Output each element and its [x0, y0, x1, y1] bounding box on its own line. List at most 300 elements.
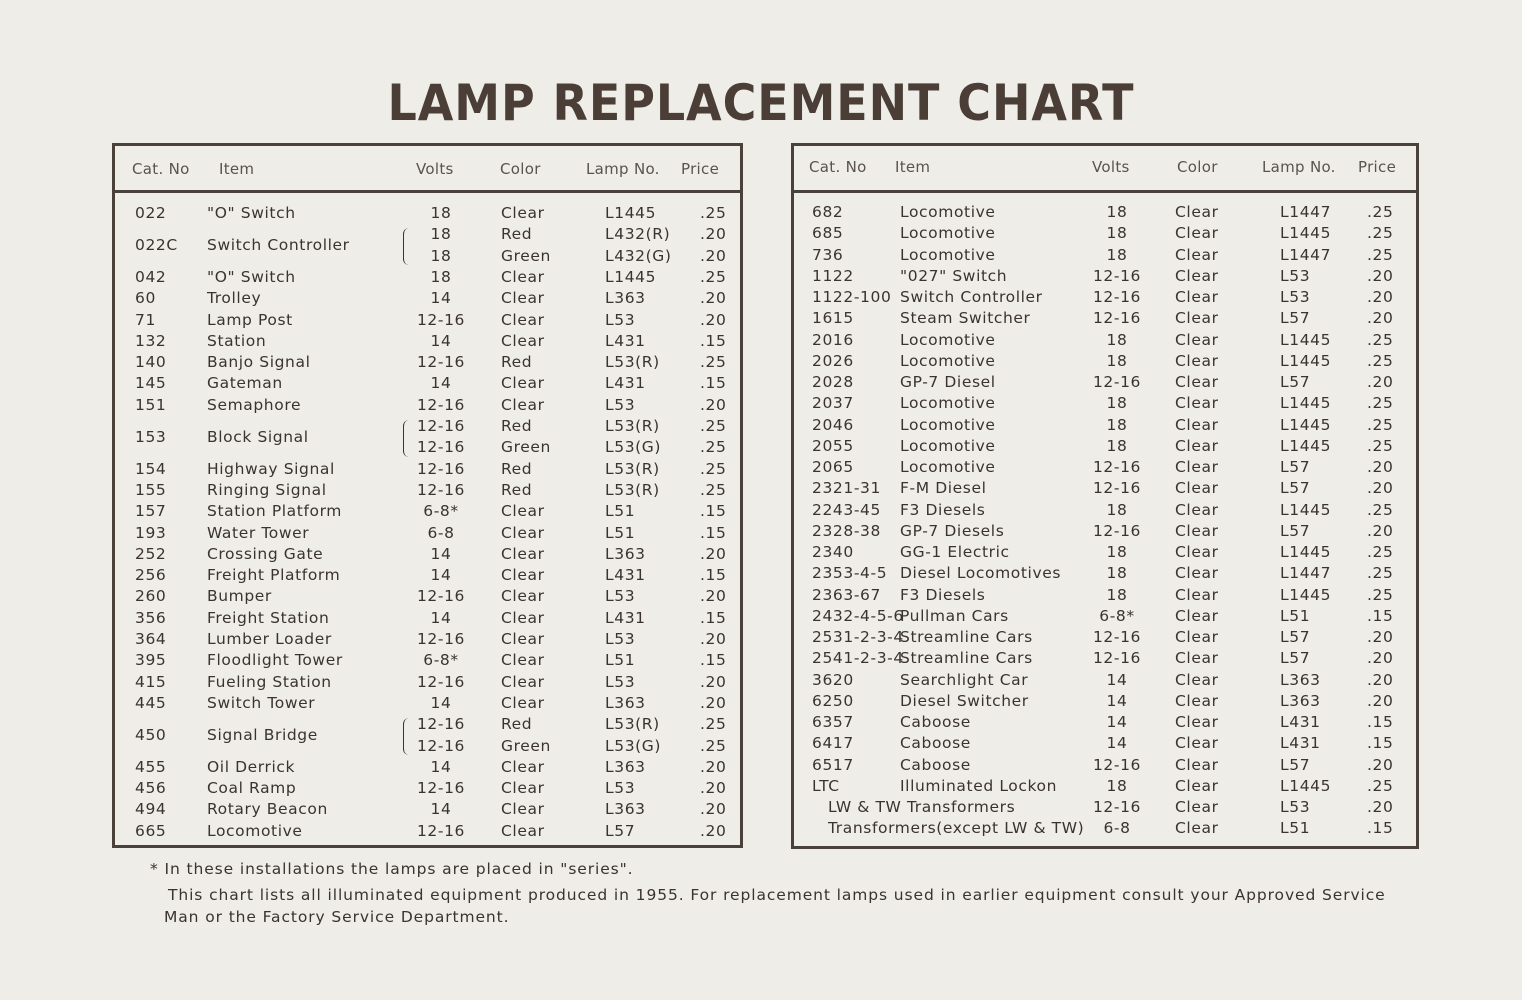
item-cell: "027" Switch [900, 266, 1008, 285]
item-cell: Ringing Signal [207, 480, 327, 499]
color-cell: Clear [501, 523, 545, 542]
color-cell: Clear [1175, 479, 1219, 498]
price-cell: .20 [700, 587, 727, 606]
color-cell: Clear [1175, 543, 1219, 561]
volts-cell: 18 [1106, 224, 1128, 243]
volts-cell: 12-16 [1092, 521, 1142, 540]
color-cell: Clear [1175, 819, 1219, 838]
volts-cell: 12-16 [416, 736, 466, 755]
left-table [112, 143, 743, 848]
cat-no-cell: 2243-45 [812, 500, 881, 519]
volts-cell: 14 [430, 544, 452, 563]
lamp-no-cell: L363 [1280, 691, 1321, 710]
cat-no-cell: 356 [135, 608, 167, 627]
color-cell: Clear [501, 502, 545, 521]
color-cell: Clear [1175, 394, 1219, 413]
cat-no-cell: 2328-38 [812, 521, 881, 540]
chart-note-continued: Man or the Factory Service Department. [164, 908, 510, 926]
item-cell: Oil Derrick [207, 757, 296, 776]
volts-cell: 12-16 [416, 672, 466, 691]
lamp-no-cell: L1445 [1280, 436, 1332, 455]
price-cell: .15 [1367, 606, 1394, 625]
color-cell: Clear [1175, 351, 1219, 370]
volts-cell: 12-16 [1092, 798, 1142, 816]
cat-no-cell: 736 [812, 245, 844, 264]
cat-no-cell: 6417 [812, 734, 854, 753]
price-cell: .20 [700, 693, 727, 712]
lamp-no-cell: L51 [1280, 819, 1311, 838]
lamp-no-cell: L363 [605, 289, 646, 308]
price-cell: .25 [700, 480, 727, 499]
price-cell: .20 [700, 821, 727, 840]
color-cell: Green [501, 736, 551, 755]
volts-cell: 14 [430, 608, 452, 627]
price-cell: .25 [1367, 351, 1394, 370]
lamp-no-cell: L53 [605, 779, 636, 798]
item-cell: Rotary Beacon [207, 800, 328, 819]
header-lamp-no: Lamp No. [586, 160, 660, 178]
color-cell: Clear [1175, 373, 1219, 391]
price-cell: .25 [1367, 564, 1394, 583]
cat-no-cell: 1615 [812, 309, 854, 328]
lamp-no-cell: L1447 [1280, 203, 1332, 221]
item-cell: Switch Tower [207, 693, 316, 712]
header-item: Item [895, 158, 931, 176]
volts-cell: 12-16 [1092, 309, 1142, 328]
volts-cell: 14 [430, 331, 452, 350]
header-item: Item [219, 160, 255, 178]
item-cell: Searchlight Car [900, 670, 1029, 689]
volts-cell: 12-16 [1092, 755, 1142, 774]
volts-cell: 6-8 [427, 523, 455, 542]
color-cell: Clear [1175, 564, 1219, 583]
lamp-no-cell: L1445 [1280, 330, 1332, 349]
color-cell: Clear [1175, 330, 1219, 349]
lamp-no-cell: L1447 [1280, 245, 1332, 264]
color-cell: Clear [1175, 500, 1219, 519]
item-cell: Locomotive [900, 330, 996, 349]
item-cell: Locomotive [900, 351, 996, 370]
volts-cell: 12-16 [416, 587, 466, 606]
color-cell: Clear [501, 630, 545, 648]
price-cell: .15 [1367, 734, 1394, 753]
header-price: Price [1358, 158, 1397, 176]
header-color: Color [1177, 158, 1218, 176]
header-color: Color [500, 160, 541, 178]
item-cell: Illuminated Lockon [900, 776, 1058, 795]
item-cell: Caboose [900, 713, 971, 731]
color-cell: Clear [1175, 734, 1219, 753]
lamp-no-cell: L1445 [1280, 224, 1332, 243]
cat-no-cell: 364 [135, 630, 167, 648]
price-cell: .20 [700, 800, 727, 819]
cat-no-cell: 155 [135, 480, 167, 499]
lamp-no-cell: L363 [1280, 670, 1321, 689]
lamp-no-cell: L431 [605, 331, 646, 350]
cat-no-cell: 2016 [812, 330, 854, 349]
price-cell: .20 [1367, 691, 1394, 710]
lamp-no-cell: L51 [605, 523, 636, 542]
color-cell: Red [501, 715, 533, 734]
header-rule [794, 190, 1416, 193]
cat-no-cell: 6250 [812, 691, 854, 710]
price-cell: .20 [700, 779, 727, 798]
header-cat-no: Cat. No [132, 160, 190, 178]
volts-cell: 18 [1106, 500, 1128, 519]
volts-cell: 18 [1106, 351, 1128, 370]
volts-cell: 18 [430, 225, 452, 244]
cat-no-cell: 154 [135, 459, 167, 478]
cat-no-cell: 6517 [812, 755, 854, 774]
item-cell: Gateman [207, 374, 283, 393]
price-cell: .20 [700, 289, 727, 308]
item-cell: Locomotive [900, 245, 996, 264]
color-cell: Red [501, 417, 533, 435]
group-brace [403, 718, 412, 755]
color-cell: Clear [1175, 606, 1219, 625]
lamp-no-cell: L57 [1280, 309, 1311, 328]
cat-no-cell: 2055 [812, 436, 854, 455]
price-cell: .20 [1367, 458, 1394, 476]
price-cell: .20 [1367, 798, 1394, 816]
cat-no-cell: 145 [135, 374, 167, 393]
color-cell: Clear [1175, 798, 1219, 816]
lamp-no-cell: L363 [605, 757, 646, 776]
lamp-no-cell: L431 [605, 566, 646, 585]
color-cell: Clear [1175, 691, 1219, 710]
cat-no-cell: 2028 [812, 373, 854, 391]
cat-no-cell: 455 [135, 757, 167, 776]
cat-no-cell: 2065 [812, 458, 854, 476]
price-cell: .15 [700, 566, 727, 585]
volts-cell: 14 [1106, 670, 1128, 689]
lamp-no-cell: L1445 [1280, 394, 1332, 413]
color-cell: Clear [501, 289, 545, 308]
lamp-no-cell: L363 [605, 693, 646, 712]
item-cell: Water Tower [207, 523, 310, 542]
item-cell: Fueling Station [207, 672, 332, 691]
price-cell: .25 [700, 267, 727, 286]
volts-cell: 18 [1106, 436, 1128, 455]
price-cell: .25 [1367, 776, 1394, 795]
cat-no-cell: 2037 [812, 394, 854, 413]
cat-no-cell: 2541-2-3-4 [812, 649, 904, 668]
item-cell: F-M Diesel [900, 479, 987, 498]
price-cell: .25 [1367, 415, 1394, 434]
color-cell: Clear [501, 331, 545, 350]
lamp-no-cell: L53(R) [605, 715, 660, 734]
color-cell: Clear [1175, 245, 1219, 264]
volts-cell: 6-8* [423, 651, 459, 670]
color-cell: Clear [1175, 521, 1219, 540]
price-cell: .25 [1367, 436, 1394, 455]
cat-no-cell: 2363-67 [812, 585, 881, 604]
color-cell: Clear [1175, 309, 1219, 328]
color-cell: Clear [1175, 203, 1219, 221]
volts-cell: 18 [1106, 245, 1128, 264]
item-cell: Highway Signal [207, 459, 335, 478]
volts-cell: 6-8* [1099, 606, 1135, 625]
lamp-no-cell: L1445 [1280, 543, 1332, 561]
color-cell: Red [501, 459, 533, 478]
item-cell: Coal Ramp [207, 779, 297, 798]
volts-cell: 14 [430, 757, 452, 776]
cat-no-cell: 2340 [812, 543, 854, 561]
lamp-no-cell: L431 [1280, 734, 1321, 753]
lamp-no-cell: L1445 [605, 267, 657, 286]
volts-cell: 12-16 [416, 438, 466, 457]
volts-cell: 12-16 [416, 395, 466, 414]
color-cell: Clear [1175, 458, 1219, 476]
item-cell: Switch Controller [207, 235, 350, 254]
price-cell: .20 [1367, 521, 1394, 540]
cat-no-cell: LTC [812, 776, 840, 795]
lamp-no-cell: L432(R) [605, 225, 671, 244]
item-cell: Locomotive [900, 458, 996, 476]
lamp-no-cell: L1445 [1280, 776, 1332, 795]
cat-no-cell: 450 [135, 725, 167, 744]
volts-cell: 18 [1106, 203, 1128, 221]
item-cell: Semaphore [207, 395, 302, 414]
price-cell: .20 [700, 672, 727, 691]
item-cell: Pullman Cars [900, 606, 1009, 625]
item-cell: Freight Platform [207, 566, 341, 585]
item-cell: Locomotive [900, 203, 996, 221]
volts-cell: 18 [1106, 543, 1128, 561]
volts-cell: 12-16 [416, 715, 466, 734]
item-cell: Locomotive [900, 224, 996, 243]
volts-cell: 12-16 [416, 779, 466, 798]
price-cell: .25 [1367, 394, 1394, 413]
item-cell: Locomotive [900, 436, 996, 455]
volts-cell: 12-16 [416, 417, 466, 435]
volts-cell: 12-16 [416, 310, 466, 329]
lamp-no-cell: L53(R) [605, 417, 660, 435]
color-cell: Clear [501, 608, 545, 627]
item-cell: F3 Diesels [900, 500, 986, 519]
color-cell: Clear [501, 821, 545, 840]
price-cell: .20 [1367, 309, 1394, 328]
cat-no-cell: 445 [135, 693, 167, 712]
color-cell: Clear [1175, 415, 1219, 434]
group-brace [403, 228, 412, 265]
item-cell: Banjo Signal [207, 353, 311, 372]
cat-no-cell: 2531-2-3-4 [812, 628, 904, 646]
volts-cell: 12-16 [1092, 458, 1142, 476]
header-volts: Volts [1092, 158, 1130, 176]
cat-no-cell: 685 [812, 224, 844, 243]
lamp-no-cell: L53(R) [605, 353, 660, 372]
color-cell: Clear [1175, 436, 1219, 455]
cat-no-cell: 153 [135, 427, 167, 446]
price-cell: .20 [1367, 479, 1394, 498]
item-cell: Locomotive [900, 415, 996, 434]
color-cell: Clear [501, 544, 545, 563]
volts-cell: 18 [430, 204, 452, 222]
color-cell: Clear [501, 693, 545, 712]
cat-no-cell: 132 [135, 331, 167, 350]
color-cell: Green [501, 246, 551, 265]
header-lamp-no: Lamp No. [1262, 158, 1336, 176]
lamp-no-cell: L431 [1280, 713, 1321, 731]
color-cell: Clear [501, 310, 545, 329]
price-cell: .15 [700, 502, 727, 521]
header-volts: Volts [416, 160, 454, 178]
item-cell: GP-7 Diesel [900, 373, 996, 391]
lamp-no-cell: L57 [1280, 479, 1311, 498]
cat-no-cell: 3620 [812, 670, 854, 689]
price-cell: .25 [1367, 585, 1394, 604]
price-cell: .20 [700, 246, 727, 265]
lamp-no-cell: L431 [605, 374, 646, 393]
item-cell: Steam Switcher [900, 309, 1031, 328]
price-cell: .25 [700, 204, 727, 222]
color-cell: Clear [1175, 224, 1219, 243]
price-cell: .20 [1367, 670, 1394, 689]
lamp-no-cell: L53 [605, 672, 636, 691]
cat-no-cell: 2026 [812, 351, 854, 370]
lamp-no-cell: L51 [605, 502, 636, 521]
cat-no-cell: 2353-4-5 [812, 564, 888, 583]
lamp-no-cell: L1445 [1280, 351, 1332, 370]
volts-cell: 14 [430, 693, 452, 712]
item-cell: Trolley [207, 289, 262, 308]
price-cell: .25 [700, 417, 727, 435]
price-cell: .25 [1367, 203, 1394, 221]
color-cell: Clear [1175, 776, 1219, 795]
price-cell: .20 [1367, 628, 1394, 646]
color-cell: Clear [1175, 266, 1219, 285]
cat-no-cell: 151 [135, 395, 167, 414]
item-cell: Signal Bridge [207, 725, 318, 744]
price-cell: .20 [700, 757, 727, 776]
color-cell: Clear [501, 651, 545, 670]
price-cell: .15 [1367, 713, 1394, 731]
cat-no-cell: 415 [135, 672, 167, 691]
price-cell: .25 [1367, 330, 1394, 349]
color-cell: Clear [501, 395, 545, 414]
price-cell: .25 [700, 353, 727, 372]
volts-cell: 18 [430, 267, 452, 286]
color-cell: Green [501, 438, 551, 457]
color-cell: Clear [501, 374, 545, 393]
item-cell: Streamline Cars [900, 649, 1033, 668]
volts-cell: 12-16 [1092, 649, 1142, 668]
volts-cell: 6-8 [1103, 819, 1131, 838]
lamp-no-cell: L432(G) [605, 246, 672, 265]
series-footnote: * In these installations the lamps are placed in "series". [150, 860, 634, 878]
item-cell: Freight Station [207, 608, 330, 627]
lamp-no-cell: L53 [1280, 266, 1311, 285]
lamp-no-cell: L57 [1280, 649, 1311, 668]
price-cell: .25 [700, 736, 727, 755]
color-cell: Clear [1175, 713, 1219, 731]
group-brace [403, 420, 412, 457]
volts-cell: 14 [1106, 734, 1128, 753]
color-cell: Clear [1175, 628, 1219, 646]
cat-no-cell: 022 [135, 204, 167, 222]
lamp-no-cell: L57 [1280, 458, 1311, 476]
cat-no-cell: 6357 [812, 713, 854, 731]
price-cell: .20 [1367, 755, 1394, 774]
volts-cell: 12-16 [1092, 479, 1142, 498]
lamp-no-cell: L363 [605, 544, 646, 563]
cat-no-cell: 157 [135, 502, 167, 521]
color-cell: Red [501, 353, 533, 372]
volts-cell: 18 [1106, 415, 1128, 434]
color-cell: Clear [501, 779, 545, 798]
lamp-no-cell: L1445 [1280, 415, 1332, 434]
lamp-no-cell: L363 [605, 800, 646, 819]
volts-cell: 12-16 [416, 459, 466, 478]
color-cell: Clear [501, 587, 545, 606]
volts-cell: 12-16 [416, 821, 466, 840]
volts-cell: 18 [1106, 394, 1128, 413]
price-cell: .15 [700, 523, 727, 542]
price-cell: .20 [1367, 649, 1394, 668]
lamp-no-cell: L1445 [1280, 500, 1332, 519]
cat-no-cell: 1122 [812, 266, 854, 285]
header-cat-no: Cat. No [809, 158, 867, 176]
price-cell: .20 [700, 395, 727, 414]
volts-cell: 12-16 [1092, 373, 1142, 391]
item-cell: Floodlight Tower [207, 651, 343, 670]
volts-cell: 14 [1106, 691, 1128, 710]
cat-no-cell: 260 [135, 587, 167, 606]
price-cell: .15 [700, 331, 727, 350]
cat-no-cell: 1122-100 [812, 288, 892, 306]
color-cell: Clear [1175, 755, 1219, 774]
volts-cell: 14 [1106, 713, 1128, 731]
volts-cell: 14 [430, 374, 452, 393]
lamp-no-cell: L53 [605, 630, 636, 648]
lamp-no-cell: L51 [605, 651, 636, 670]
lamp-no-cell: L53 [1280, 798, 1311, 816]
volts-cell: 18 [1106, 585, 1128, 604]
lamp-no-cell: L53 [605, 395, 636, 414]
item-cell: GP-7 Diesels [900, 521, 1005, 540]
price-cell: .15 [1367, 819, 1394, 838]
color-cell: Clear [501, 800, 545, 819]
item-cell: Diesel Locomotives [900, 564, 1062, 583]
cat-no-cell: 140 [135, 353, 167, 372]
cat-no-cell: 042 [135, 267, 167, 286]
volts-cell: 14 [430, 566, 452, 585]
cat-no-cell: 193 [135, 523, 167, 542]
cat-no-cell: 252 [135, 544, 167, 563]
price-cell: .25 [700, 459, 727, 478]
price-cell: .20 [700, 544, 727, 563]
right-table [791, 143, 1419, 849]
color-cell: Clear [501, 672, 545, 691]
item-cell: F3 Diesels [900, 585, 986, 604]
volts-cell: 6-8* [423, 502, 459, 521]
item-cell: Switch Controller [900, 288, 1043, 306]
item-cell: Locomotive [207, 821, 303, 840]
item-cell: Lumber Loader [207, 630, 332, 648]
item-cell: Block Signal [207, 427, 309, 446]
price-cell: .25 [1367, 224, 1394, 243]
item-cell: Diesel Switcher [900, 691, 1029, 710]
item-cell: Station [207, 331, 267, 350]
item-cell: "O" Switch [207, 204, 296, 222]
volts-cell: 18 [1106, 330, 1128, 349]
item-cell: Streamline Cars [900, 628, 1033, 646]
lamp-no-cell: L53(G) [605, 736, 662, 755]
lamp-no-cell: L1445 [1280, 585, 1332, 604]
item-cell: Caboose [900, 755, 971, 774]
cat-no-cell: 456 [135, 779, 167, 798]
